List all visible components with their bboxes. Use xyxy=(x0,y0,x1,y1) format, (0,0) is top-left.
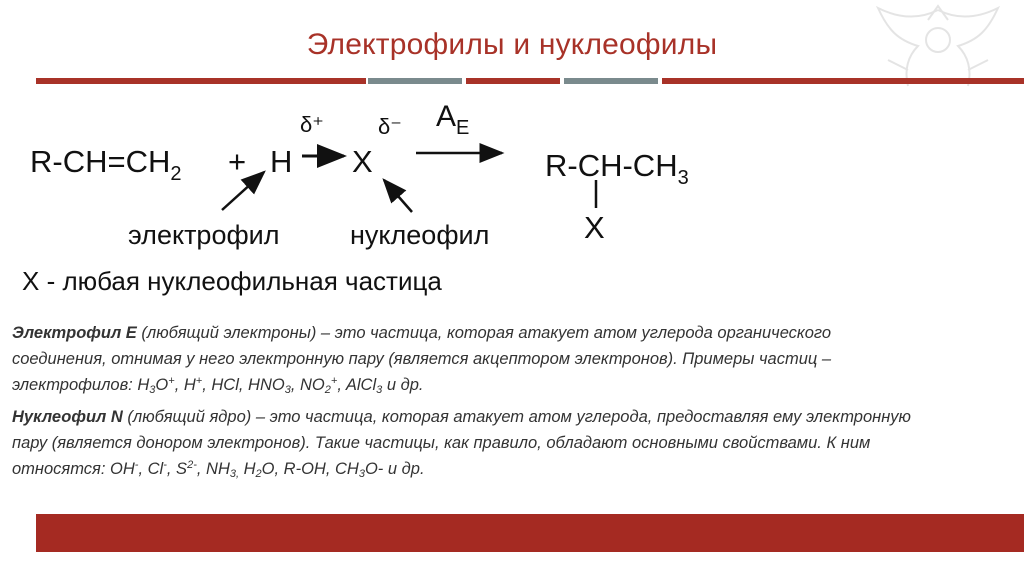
oh-sup: - xyxy=(134,459,139,471)
h2o-rest: O, R-OH, CH xyxy=(261,460,359,478)
alkene-subscript: 2 xyxy=(170,163,182,185)
ex-h3o-h: H xyxy=(137,376,150,394)
ex-h: , H xyxy=(174,376,196,394)
s: , S xyxy=(166,460,188,478)
s-sup: 2- xyxy=(187,459,197,471)
ex-h3o-o: O xyxy=(155,376,169,394)
ex-hcl: , HCl, HNO xyxy=(202,376,285,394)
h2o-sub: 2 xyxy=(255,468,262,480)
electrophile-label: электрофил xyxy=(128,220,280,250)
paragraph1-text-c: электрофилов: xyxy=(12,376,138,394)
ex-end: и др. xyxy=(382,376,424,394)
ex-h3o-sup: + xyxy=(168,375,175,387)
delta-minus: δ⁻ xyxy=(378,114,402,139)
alkene-formula: R-CH=CH xyxy=(30,144,171,179)
nucleophile-label: нуклеофил xyxy=(350,220,490,250)
nh3-sub: 3, xyxy=(229,468,240,480)
hydrogen-atom: H xyxy=(270,144,293,179)
paragraph1-line2: соединения, отнимая у него электронную пару (является акцептором электронов). Примеры частиц – xyxy=(12,350,832,368)
x-atom: X xyxy=(352,144,373,179)
ex-h-sup: + xyxy=(195,375,203,387)
arrow-label-main: A xyxy=(436,100,457,133)
ex-alcl: , AlCl xyxy=(337,376,377,394)
delta-plus: δ⁺ xyxy=(300,112,324,137)
h2o-h: H xyxy=(239,460,256,478)
cl: , Cl xyxy=(138,460,164,478)
nucleophile-pointer-arrow xyxy=(384,180,412,212)
nucleophile-term: Нуклеофил N xyxy=(12,408,123,426)
electrophile-pointer-arrow xyxy=(222,172,264,210)
nh3: , NH xyxy=(196,460,230,478)
paragraph1-line1 xyxy=(12,320,1012,346)
paragraph2-end: O- и др. xyxy=(364,460,425,478)
ex-no2: , NO xyxy=(290,376,325,394)
plus-sign: + xyxy=(228,144,247,179)
paragraph2-text-a: (любящий ядро) – это частица, которая атакует атом углерода, предоставляя ему электронную xyxy=(122,408,911,426)
paragraph2-text-c: относятся: OH xyxy=(12,460,135,478)
arrow-label-sub: E xyxy=(456,117,470,139)
ex-h3o-sub: 3 xyxy=(149,384,156,396)
ex-alcl-sub: 3 xyxy=(376,384,383,396)
paragraph2-line3 xyxy=(12,456,1012,482)
ch3o-sub: 3 xyxy=(358,468,365,480)
cl-sup: - xyxy=(163,459,167,471)
product-formula: R-CH-CH xyxy=(545,148,678,183)
paragraph2-line1 xyxy=(12,404,1012,430)
x-note: X - любая нуклеофильная частица xyxy=(22,266,442,296)
product-subscript: 3 xyxy=(677,167,689,189)
paragraph2-line2: пару (является донором электронов). Такие частицы, как правило, обладают основными свойствами. К ним xyxy=(12,434,871,452)
paragraph1-text-a: (любящий электроны) – это частица, которая атакует атом углерода органического xyxy=(136,324,832,342)
paragraph1-line3 xyxy=(12,372,1012,398)
product-substituent: X xyxy=(584,210,605,245)
ex-hno3-sub: 3 xyxy=(284,384,291,396)
nucleophile-paragraph xyxy=(12,404,1012,482)
ex-no2-sup: + xyxy=(330,375,338,387)
bottom-bar xyxy=(36,514,1024,552)
page-title: Электрофилы и нуклеофилы xyxy=(306,28,718,61)
electrophile-paragraph xyxy=(12,320,1012,398)
ex-no2-sub: 2 xyxy=(324,384,331,396)
electrophile-term: Электрофил E xyxy=(12,324,137,342)
